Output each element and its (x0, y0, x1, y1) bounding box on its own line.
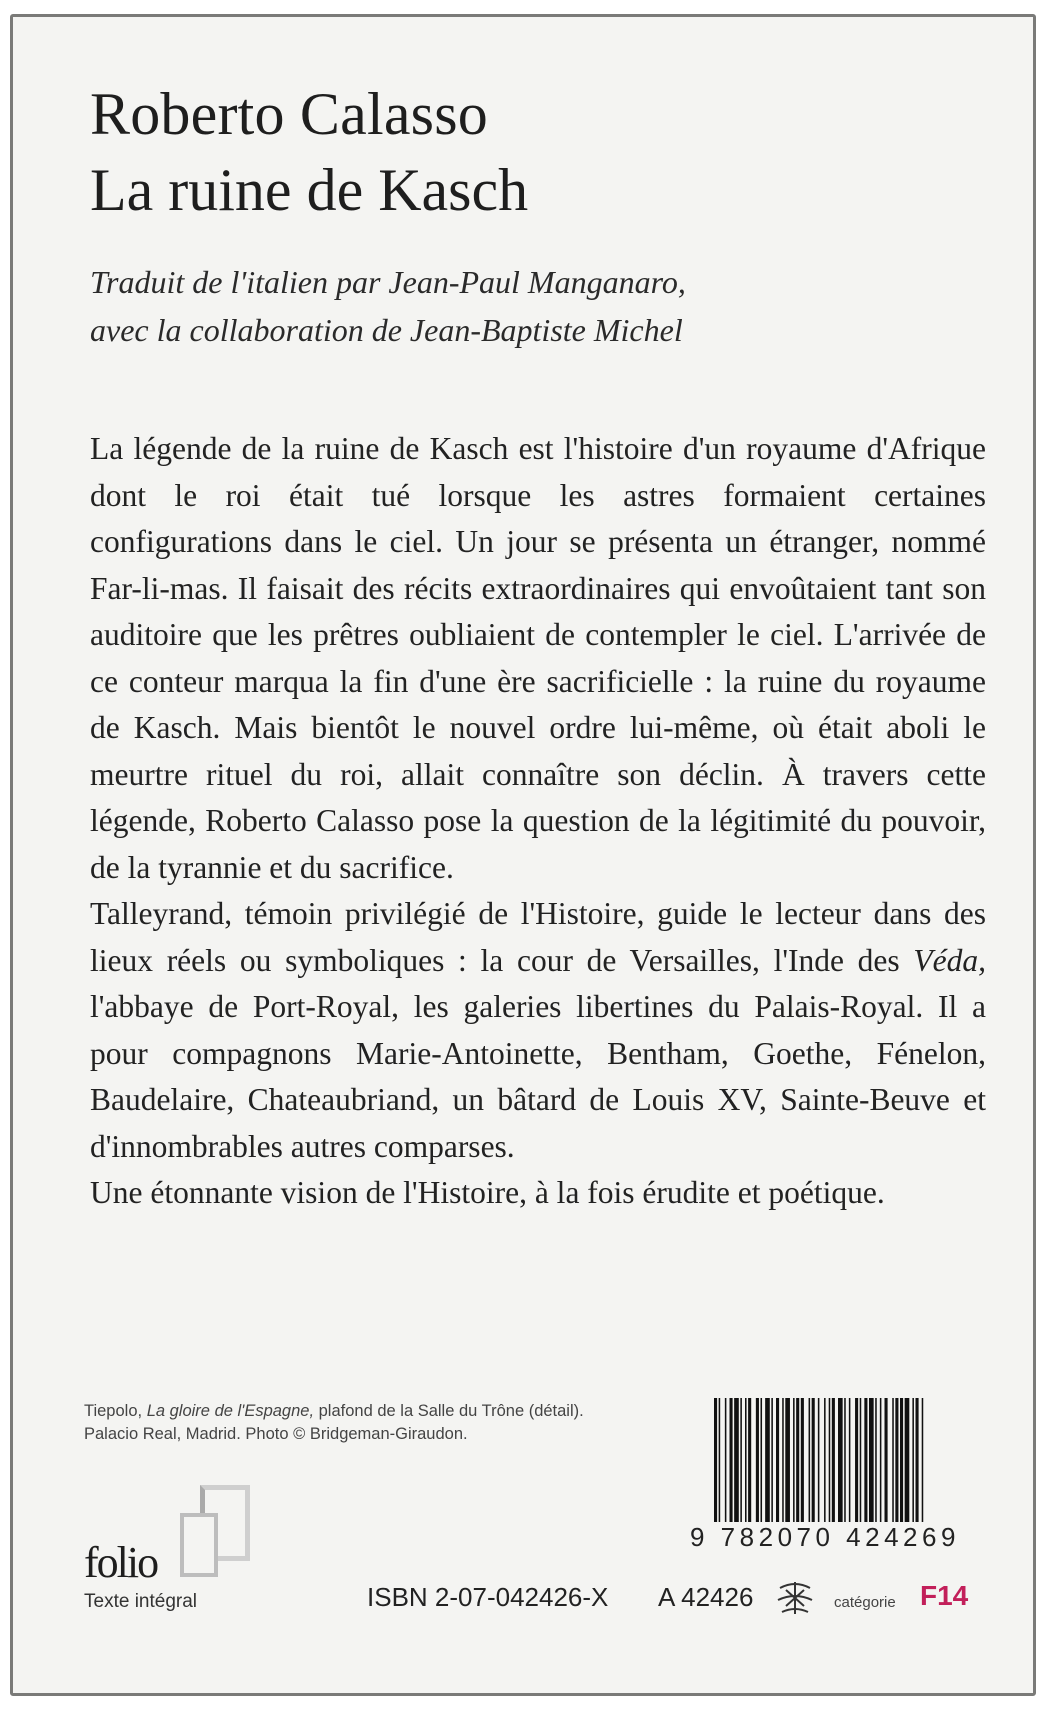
a-number: A 42426 (658, 1582, 754, 1612)
barcode-bar (796, 1398, 799, 1522)
barcode-bar (855, 1398, 858, 1522)
folio-logo-text: folio (84, 1538, 158, 1587)
credit-prefix: Tiepolo, (84, 1402, 147, 1420)
barcode-bar (765, 1398, 770, 1522)
folio-logo-square-front (180, 1513, 218, 1577)
blurb-p2-italic: Véda, (913, 942, 986, 978)
translator-line-1: Traduit de l'italien par Jean-Paul Manganaro, (90, 264, 686, 300)
blurb-p2-part1: Talleyrand, témoin privilégié de l'Histoire, guide le lecteur dans des lieux réels ou symboliques : la cour de Versailles, l'Inde des (90, 896, 986, 978)
category-code: F14 (920, 1580, 969, 1611)
barcode-bar (916, 1398, 919, 1522)
book-title: La ruine de Kasch (90, 157, 529, 223)
barcode-bar (875, 1398, 877, 1522)
blurb-paragraph-1: La légende de la ruine de Kasch est l'histoire d'un royaume d'Afrique dont le roi était tué lorsque les astres formaient certaines configurations dans le ciel. Un jour se présenta un étranger, nommé Far-li-mas. Il faisait des récits extraordinaires qui envoûtaient tant son auditoire que les prêtres oubliaient de contempler le ciel. L'arrivée de ce conteur marqua la fin d'une ère sacrificielle : la ruine du royaume de Kasch. Mais bientôt le nouvel ordre lui-même, où était aboli le meurtre rituel du roi, allait connaître son déclin. À travers cette légende, Roberto Calasso pose la question de la légitimité du pouvoir, de la tyrannie et du sacrifice. (90, 431, 986, 885)
author-name: Roberto Calasso (90, 81, 488, 147)
barcode-bar (864, 1398, 867, 1522)
blurb (90, 426, 986, 1217)
barcode-bar (782, 1398, 784, 1522)
barcode-bar (849, 1398, 851, 1522)
barcode-bar (895, 1398, 898, 1522)
barcode-bar (812, 1398, 815, 1522)
credit-artwork-title: La gloire de l'Espagne, (146, 1402, 315, 1420)
image-credit (84, 1400, 584, 1446)
barcode-bar (761, 1398, 763, 1522)
credit-line-1 (84, 1400, 584, 1423)
barcode-bar (756, 1398, 759, 1522)
barcode-bar (860, 1398, 862, 1522)
barcode-bar (892, 1398, 894, 1522)
barcode-bar (771, 1398, 773, 1522)
texte-integral-label: Texte intégral (84, 1591, 198, 1612)
barcode-bar (869, 1398, 874, 1522)
barcode-bar (880, 1398, 882, 1522)
folio-logo (84, 1485, 264, 1585)
barcode-bar (748, 1398, 751, 1522)
barcode-bar (801, 1398, 804, 1522)
barcode-bar (844, 1398, 846, 1522)
barcode-bar (885, 1398, 888, 1522)
barcode-bar (809, 1398, 811, 1522)
blurb-p2-part2: l'abbaye de Port-Royal, les galeries libertines du Palais-Royal. Il a pour compagnons Marie-Antoinette, Bentham, Goethe, Fénelon, Baudelaire, Chateaubriand, un bâtard de Louis XV, Sainte-Beuve et d'innombrables autres comparses. (90, 989, 986, 1164)
barcode-number: 9 782070 424269 (690, 1522, 960, 1552)
barcode-bar (832, 1398, 835, 1522)
barcode-bar (912, 1398, 914, 1522)
category-icon (772, 1578, 818, 1618)
credit-line-2: Palacio Real, Madrid. Photo © Bridgeman-Giraudon. (84, 1425, 468, 1443)
barcode-bar (829, 1398, 831, 1522)
blurb-paragraph-3: Une étonnante vision de l'Histoire, à la fois érudite et poétique. (90, 1175, 885, 1210)
barcode-bar (793, 1398, 795, 1522)
barcode-bar (785, 1398, 790, 1522)
barcode-bar (730, 1398, 733, 1522)
translator-credit (90, 258, 990, 354)
isbn-number: ISBN 2-07-042426-X (367, 1582, 609, 1612)
barcode-bar (776, 1398, 779, 1522)
barcode-bar (725, 1398, 727, 1522)
barcode-bar (905, 1398, 910, 1522)
translator-line-2: avec la collaboration de Jean-Baptiste Michel (90, 312, 683, 348)
barcode-bar (838, 1398, 843, 1522)
barcode-bar (734, 1398, 739, 1522)
credit-suffix: plafond de la Salle du Trône (détail). (314, 1402, 584, 1420)
barcode-bar (740, 1398, 742, 1522)
category-label: catégorie (834, 1594, 896, 1611)
barcode-bar (900, 1398, 903, 1522)
barcode-bar (745, 1398, 747, 1522)
blurb-paragraph-2 (90, 891, 986, 1170)
